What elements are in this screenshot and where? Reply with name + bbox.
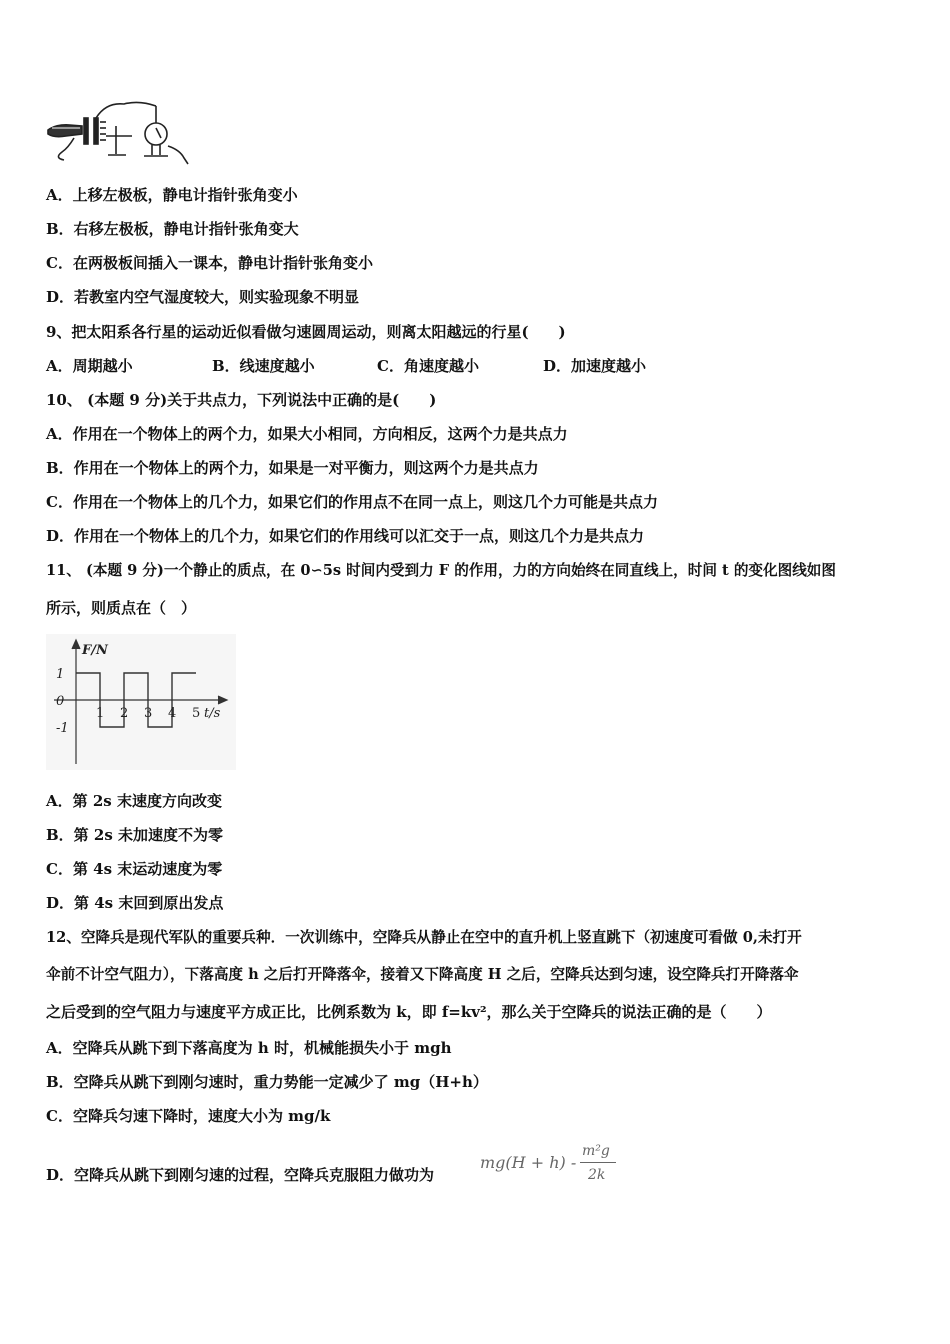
- y-tick-label: 1: [56, 667, 65, 682]
- q12-stem-line2: 伞前不计空气阻力），下落高度 h 之后打开降落伞，接着又下降高度 H 之后，空降兵达到匀速，设空降兵打开降落伞: [46, 966, 799, 983]
- formula-numerator: m²g: [582, 1143, 610, 1159]
- q10-option-c[interactable]: C．作用在一个物体上的几个力，如果它们的作用点不在同一点上，则这几个力可能是共点力: [46, 493, 658, 511]
- q11-option-a[interactable]: A．第 2s 末速度方向改变: [46, 792, 222, 810]
- q8-option-c[interactable]: C．在两极板间插入一课本，静电计指针张角变小: [46, 254, 373, 272]
- q11-option-d[interactable]: D．第 4s 末回到原出发点: [46, 894, 224, 912]
- q10-option-b[interactable]: B．作用在一个物体上的两个力，如果是一对平衡力，则这两个力是共点力: [46, 459, 539, 477]
- q11-stem-line1: 11、 (本题 9 分)一个静止的质点，在 0∽5s 时间内受到力 F 的作用，力的方向始终在同直线上，时间 t 的变化图线如图: [46, 562, 836, 579]
- electrometer-figure: [44, 98, 194, 168]
- q12-option-a[interactable]: A．空降兵从跳下到下落高度为 h 时，机械能损失小于 mgh: [46, 1039, 452, 1057]
- q9-option-d[interactable]: D．加速度越小: [543, 357, 647, 375]
- x-axis-label: t/s: [204, 706, 221, 721]
- formula-left: mg(H + h) -: [480, 1153, 577, 1172]
- q9-option-b[interactable]: B．线速度越小: [212, 357, 315, 375]
- q10-option-d[interactable]: D．作用在一个物体上的几个力，如果它们的作用线可以汇交于一点，则这几个力是共点力: [46, 527, 645, 545]
- q8-option-d[interactable]: D．若教室内空气湿度较大，则实验现象不明显: [46, 288, 360, 306]
- q11-option-b[interactable]: B．第 2s 未加速度不为零: [46, 826, 224, 844]
- q12-stem-line3: 之后受到的空气阻力与速度平方成正比，比例系数为 k，即 f=kv²，那么关于空降兵的说法正确的是（ ）: [46, 1003, 772, 1021]
- y-axis-label: F/N: [82, 643, 108, 658]
- q8-option-a[interactable]: A．上移左极板，静电计指针张角变小: [46, 186, 298, 204]
- q10-stem: 10、 (本题 9 分)关于共点力，下列说法中正确的是( ): [46, 391, 437, 409]
- x-tick-label: 4: [168, 706, 177, 721]
- q9-stem: 9、把太阳系各行星的运动近似看做匀速圆周运动，则离太阳越远的行星( ): [46, 323, 566, 341]
- x-tick-label: 5: [192, 706, 201, 721]
- q11-stem-line2: 所示，则质点在（ ）: [46, 599, 197, 617]
- y-tick-label: 0: [56, 694, 65, 709]
- y-tick-label: -1: [56, 721, 69, 736]
- q10-option-a[interactable]: A．作用在一个物体上的两个力，如果大小相同，方向相反，这两个力是共点力: [46, 425, 568, 443]
- q11-option-c[interactable]: C．第 4s 末运动速度为零: [46, 860, 223, 878]
- q12-option-c[interactable]: C．空降兵匀速下降时，速度大小为 mg/k: [46, 1107, 331, 1125]
- fraction-bar: [580, 1162, 616, 1163]
- q8-option-b[interactable]: B．右移左极板，静电计指针张角变大: [46, 220, 299, 238]
- q9-option-c[interactable]: C．角速度越小: [377, 357, 479, 375]
- x-tick-label: 1: [96, 706, 105, 721]
- q12-stem-line1: 12、空降兵是现代军队的重要兵种．一次训练中，空降兵从静止在空中的直升机上竖直跳下（初速度可看做 0,未打开: [46, 929, 802, 946]
- q9-options-row: [46, 356, 746, 376]
- q12-option-d[interactable]: D．空降兵从跳下到刚匀速的过程，空降兵克服阻力做功为: [46, 1166, 435, 1184]
- formula-denominator: 2k: [588, 1167, 606, 1183]
- force-time-chart: [46, 634, 236, 770]
- x-tick-label: 3: [144, 706, 153, 721]
- q12-option-b[interactable]: B．空降兵从跳下到刚匀速时，重力势能一定减少了 mg（H+h）: [46, 1073, 488, 1091]
- x-tick-label: 2: [120, 706, 129, 721]
- q9-option-a[interactable]: A．周期越小: [46, 357, 133, 375]
